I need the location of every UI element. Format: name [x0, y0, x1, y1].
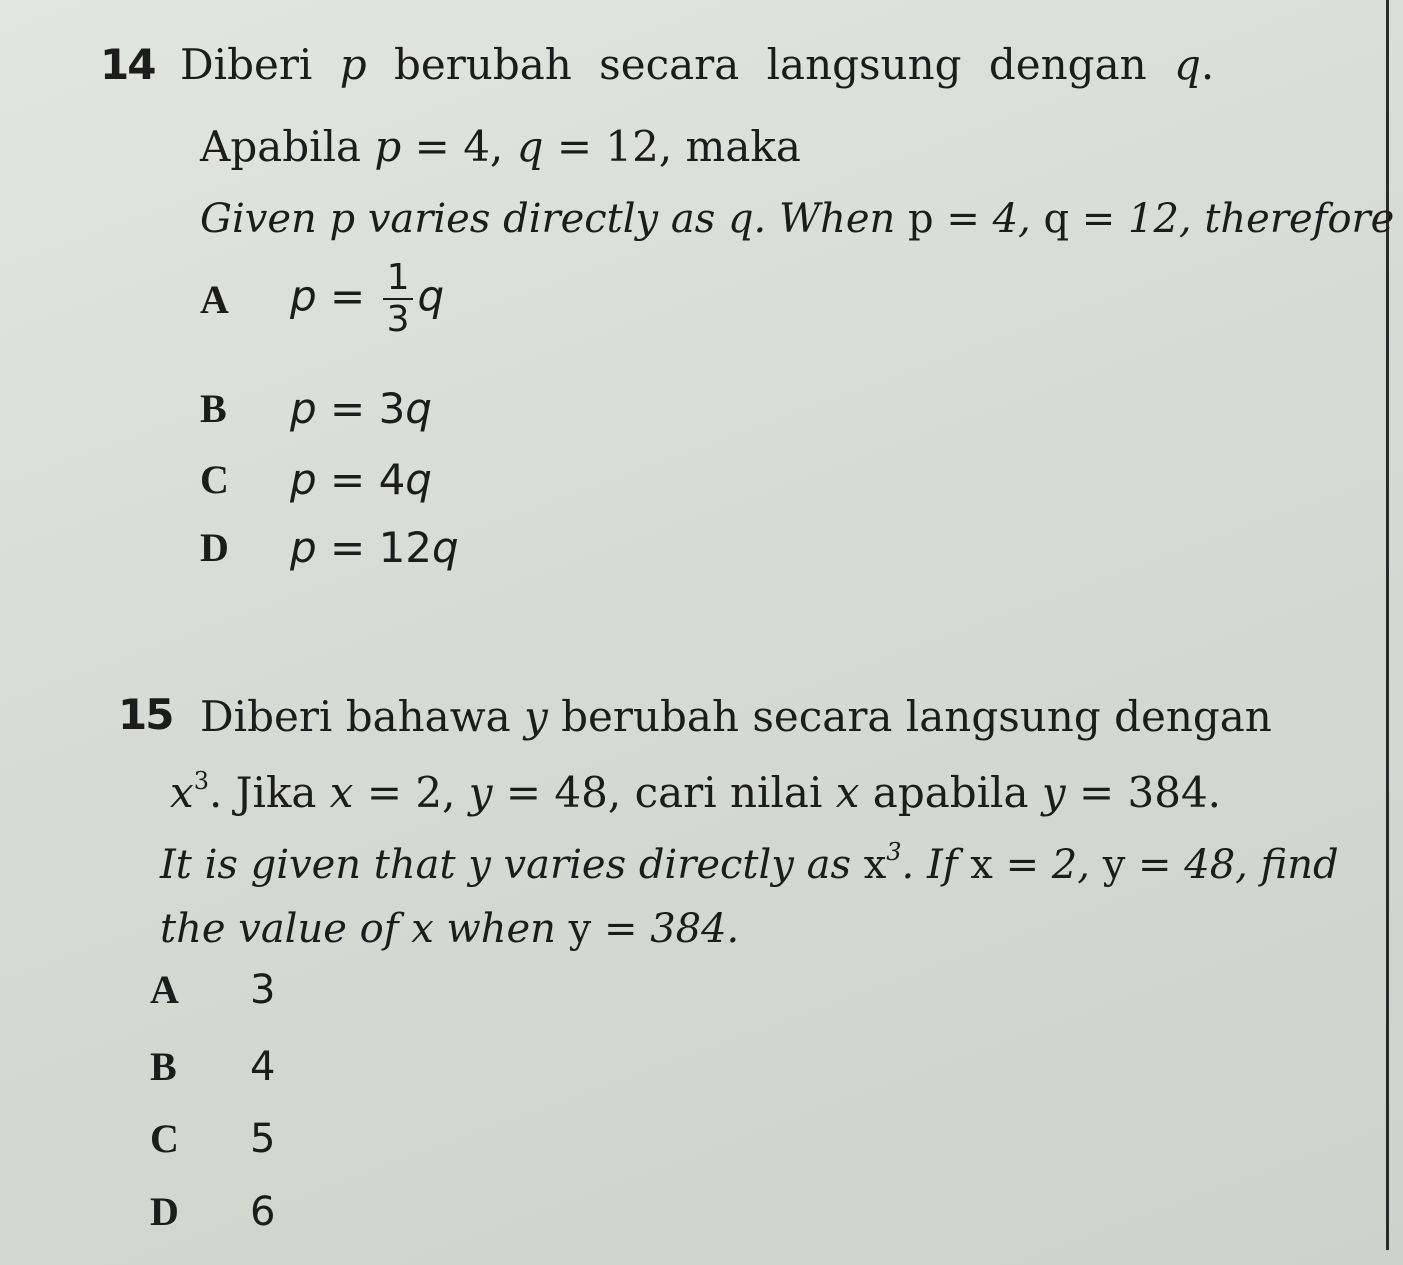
fraction-denominator: 3 [386, 299, 410, 340]
option-value: 6 [250, 1188, 276, 1235]
option-value: 3 [250, 966, 276, 1013]
option-equation: p = 4q [290, 455, 432, 504]
page-edge-line [1386, 0, 1389, 1250]
option-letter: A [200, 276, 229, 322]
option-a[interactable] [150, 966, 275, 1013]
option-d[interactable] [150, 1188, 275, 1235]
question-malay-line-2: $x^3$. Jika x = 2, y = 48, cari nilai x apabila y = 384. [170, 767, 1222, 817]
text-segment: Diberi p berubah secara langsung dengan q. [180, 40, 1215, 89]
option-equation: p = 3q [290, 384, 432, 433]
question-malay-line-1: Diberi bahawa y berubah secara langsung dengan [200, 692, 1272, 741]
option-letter: D [150, 1189, 179, 1234]
option-value: 5 [250, 1115, 276, 1162]
question-malay-line-1 [180, 40, 1214, 89]
option-d[interactable] [200, 523, 459, 572]
option-equation: p = 12q [290, 523, 459, 572]
option-letter: B [150, 1044, 177, 1089]
question-number: 14 [100, 40, 155, 89]
option-letter: C [200, 457, 229, 502]
option-c[interactable] [200, 455, 432, 504]
option-value: 4 [250, 1043, 276, 1090]
option-letter: D [200, 525, 229, 570]
question-malay-line-2: Apabila p = 4, q = 12, maka [200, 122, 801, 171]
option-letter: B [200, 386, 227, 431]
option-b[interactable] [150, 1043, 275, 1090]
option-b[interactable] [200, 384, 432, 433]
fraction-numerator: 1 [383, 260, 414, 300]
question-english-line-1: Given p varies directly as q. When p = 4, q = 12, therefore [200, 196, 1395, 242]
option-c[interactable] [150, 1115, 275, 1162]
fraction [383, 257, 414, 340]
question-number: 15 [118, 690, 173, 739]
option-letter: C [150, 1116, 179, 1161]
question-english-line-1: It is given that y varies directly as $x^3$. If x = 2, y = 48, find [160, 838, 1339, 888]
option-a[interactable] [200, 257, 445, 340]
option-equation: p = $\frac{1}{3}$ q [290, 257, 445, 340]
question-english-line-2: the value of x when y = 384. [160, 906, 740, 952]
option-letter: A [150, 967, 179, 1012]
